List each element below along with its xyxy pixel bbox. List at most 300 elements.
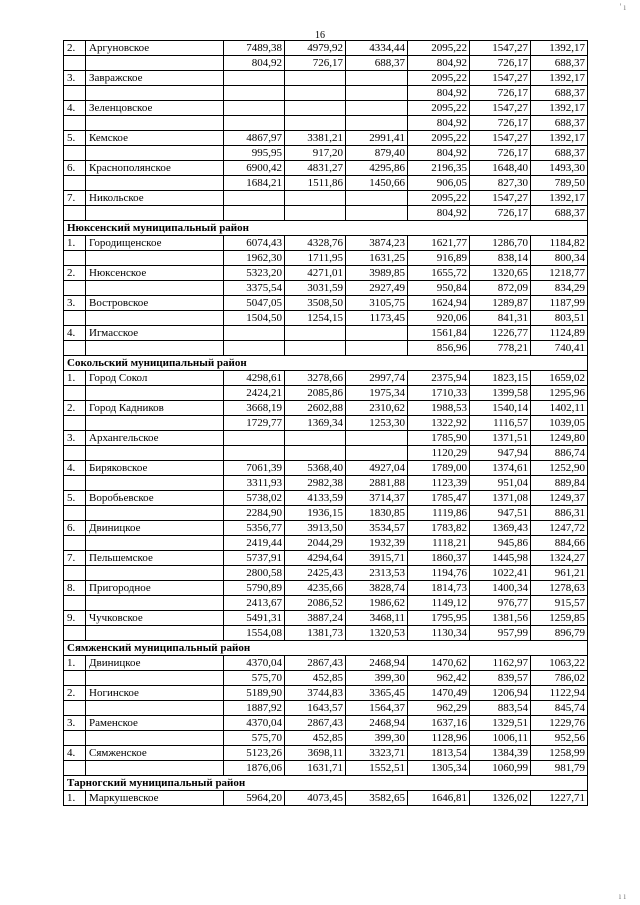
value-cell bbox=[224, 326, 285, 341]
value-cell: 1392,17 bbox=[531, 191, 588, 206]
value-cell bbox=[224, 446, 285, 461]
value-cell: 1564,37 bbox=[346, 701, 408, 716]
row-number: 1. bbox=[64, 791, 86, 806]
value-cell: 1648,40 bbox=[470, 161, 531, 176]
table-row bbox=[64, 251, 588, 266]
value-cell: 1646,81 bbox=[408, 791, 470, 806]
value-cell: 1711,95 bbox=[285, 251, 346, 266]
settlement-name bbox=[86, 476, 224, 491]
value-cell: 1860,37 bbox=[408, 551, 470, 566]
settlement-name bbox=[86, 536, 224, 551]
value-cell: 3323,71 bbox=[346, 746, 408, 761]
value-cell bbox=[224, 206, 285, 221]
settlement-name bbox=[86, 761, 224, 776]
settlement-name bbox=[86, 506, 224, 521]
row-number: 3. bbox=[64, 431, 86, 446]
table-row bbox=[64, 131, 588, 146]
value-cell: 2867,43 bbox=[285, 716, 346, 731]
value-cell: 399,30 bbox=[346, 731, 408, 746]
value-cell: 3698,11 bbox=[285, 746, 346, 761]
settlement-name: Востровское bbox=[86, 296, 224, 311]
row-number bbox=[64, 146, 86, 161]
value-cell: 1876,06 bbox=[224, 761, 285, 776]
value-cell: 2044,29 bbox=[285, 536, 346, 551]
settlement-name bbox=[86, 566, 224, 581]
value-cell: 3913,50 bbox=[285, 521, 346, 536]
settlement-name: Город Сокол bbox=[86, 371, 224, 386]
table-row bbox=[64, 41, 588, 56]
table-row bbox=[64, 551, 588, 566]
value-cell: 5790,89 bbox=[224, 581, 285, 596]
table-row bbox=[64, 431, 588, 446]
value-cell: 3915,71 bbox=[346, 551, 408, 566]
value-cell: 2095,22 bbox=[408, 191, 470, 206]
section-title: Нюксенский муниципальный район bbox=[64, 221, 588, 236]
value-cell: 1540,14 bbox=[470, 401, 531, 416]
value-cell: 2997,74 bbox=[346, 371, 408, 386]
value-cell: 1128,96 bbox=[408, 731, 470, 746]
table-row bbox=[64, 671, 588, 686]
value-cell: 1561,84 bbox=[408, 326, 470, 341]
value-cell bbox=[224, 86, 285, 101]
value-cell bbox=[285, 326, 346, 341]
value-cell: 1631,25 bbox=[346, 251, 408, 266]
value-cell: 1795,95 bbox=[408, 611, 470, 626]
value-cell bbox=[285, 191, 346, 206]
value-cell: 4235,66 bbox=[285, 581, 346, 596]
settlement-name: Сямженское bbox=[86, 746, 224, 761]
table-row bbox=[64, 56, 588, 71]
value-cell: 1116,57 bbox=[470, 416, 531, 431]
value-cell: 884,66 bbox=[531, 536, 588, 551]
row-number: 6. bbox=[64, 161, 86, 176]
value-cell bbox=[346, 326, 408, 341]
settlement-name bbox=[86, 281, 224, 296]
value-cell bbox=[346, 116, 408, 131]
value-cell: 726,17 bbox=[470, 56, 531, 71]
value-cell: 962,29 bbox=[408, 701, 470, 716]
value-cell: 2095,22 bbox=[408, 101, 470, 116]
row-number bbox=[64, 116, 86, 131]
value-cell: 2602,88 bbox=[285, 401, 346, 416]
value-cell: 5189,90 bbox=[224, 686, 285, 701]
value-cell: 726,17 bbox=[470, 146, 531, 161]
settlement-name: Двиницкое bbox=[86, 656, 224, 671]
value-cell: 4867,97 bbox=[224, 131, 285, 146]
value-cell: 1247,72 bbox=[531, 521, 588, 536]
value-cell: 726,17 bbox=[470, 86, 531, 101]
value-cell: 5737,91 bbox=[224, 551, 285, 566]
value-cell: 1975,34 bbox=[346, 386, 408, 401]
value-cell: 2468,94 bbox=[346, 656, 408, 671]
value-cell: 2867,43 bbox=[285, 656, 346, 671]
value-cell: 951,04 bbox=[470, 476, 531, 491]
value-cell: 7061,39 bbox=[224, 461, 285, 476]
value-cell: 1120,29 bbox=[408, 446, 470, 461]
settlement-name bbox=[86, 146, 224, 161]
table-row bbox=[64, 86, 588, 101]
value-cell: 4831,27 bbox=[285, 161, 346, 176]
value-cell: 1631,71 bbox=[285, 761, 346, 776]
value-cell bbox=[224, 431, 285, 446]
value-cell: 7489,38 bbox=[224, 41, 285, 56]
corner-mark-bottom: ı ı bbox=[618, 891, 626, 901]
table-row bbox=[64, 116, 588, 131]
value-cell bbox=[346, 341, 408, 356]
value-cell: 947,94 bbox=[470, 446, 531, 461]
tariff-table bbox=[63, 40, 588, 806]
value-cell: 1493,30 bbox=[531, 161, 588, 176]
value-cell: 845,74 bbox=[531, 701, 588, 716]
value-cell: 804,92 bbox=[224, 56, 285, 71]
value-cell: 3365,45 bbox=[346, 686, 408, 701]
table-row bbox=[64, 341, 588, 356]
row-number bbox=[64, 506, 86, 521]
settlement-name: Кемское bbox=[86, 131, 224, 146]
table-row bbox=[64, 401, 588, 416]
value-cell: 1369,43 bbox=[470, 521, 531, 536]
value-cell: 1278,63 bbox=[531, 581, 588, 596]
value-cell: 786,02 bbox=[531, 671, 588, 686]
table-row bbox=[64, 371, 588, 386]
settlement-name bbox=[86, 56, 224, 71]
table-row bbox=[64, 71, 588, 86]
value-cell: 1229,76 bbox=[531, 716, 588, 731]
value-cell: 2284,90 bbox=[224, 506, 285, 521]
value-cell: 2313,53 bbox=[346, 566, 408, 581]
value-cell: 1554,08 bbox=[224, 626, 285, 641]
row-number bbox=[64, 761, 86, 776]
settlement-name: Маркушевское bbox=[86, 791, 224, 806]
value-cell: 726,17 bbox=[285, 56, 346, 71]
table-row bbox=[64, 611, 588, 626]
value-cell: 804,92 bbox=[408, 116, 470, 131]
value-cell: 1785,90 bbox=[408, 431, 470, 446]
value-cell: 1643,57 bbox=[285, 701, 346, 716]
settlement-name: Городищенское bbox=[86, 236, 224, 251]
value-cell: 1962,30 bbox=[224, 251, 285, 266]
value-cell: 1684,21 bbox=[224, 176, 285, 191]
value-cell: 740,41 bbox=[531, 341, 588, 356]
value-cell: 688,37 bbox=[531, 86, 588, 101]
value-cell: 1184,82 bbox=[531, 236, 588, 251]
value-cell: 1986,62 bbox=[346, 596, 408, 611]
value-cell: 2095,22 bbox=[408, 41, 470, 56]
value-cell: 3031,59 bbox=[285, 281, 346, 296]
value-cell: 1392,17 bbox=[531, 131, 588, 146]
value-cell: 1547,27 bbox=[470, 101, 531, 116]
row-number: 5. bbox=[64, 491, 86, 506]
value-cell: 2086,52 bbox=[285, 596, 346, 611]
value-cell: 906,05 bbox=[408, 176, 470, 191]
corner-mark-top: ' ı bbox=[619, 2, 626, 12]
settlement-name: Завражское bbox=[86, 71, 224, 86]
value-cell: 4295,86 bbox=[346, 161, 408, 176]
table-row bbox=[64, 206, 588, 221]
value-cell: 1254,15 bbox=[285, 311, 346, 326]
value-cell: 952,56 bbox=[531, 731, 588, 746]
value-cell: 1320,65 bbox=[470, 266, 531, 281]
value-cell: 1258,99 bbox=[531, 746, 588, 761]
value-cell: 1369,34 bbox=[285, 416, 346, 431]
value-cell: 1932,39 bbox=[346, 536, 408, 551]
value-cell: 1445,98 bbox=[470, 551, 531, 566]
settlement-name bbox=[86, 311, 224, 326]
value-cell: 1547,27 bbox=[470, 41, 531, 56]
table-row bbox=[64, 686, 588, 701]
value-cell: 1823,15 bbox=[470, 371, 531, 386]
value-cell: 1637,16 bbox=[408, 716, 470, 731]
value-cell: 688,37 bbox=[531, 146, 588, 161]
table-row bbox=[64, 326, 588, 341]
value-cell: 3381,21 bbox=[285, 131, 346, 146]
table-row bbox=[64, 521, 588, 536]
value-cell: 3668,19 bbox=[224, 401, 285, 416]
value-cell: 688,37 bbox=[346, 56, 408, 71]
table-row bbox=[64, 581, 588, 596]
table-row bbox=[64, 311, 588, 326]
value-cell: 688,37 bbox=[531, 116, 588, 131]
row-number: 3. bbox=[64, 71, 86, 86]
value-cell: 1206,94 bbox=[470, 686, 531, 701]
value-cell: 1324,27 bbox=[531, 551, 588, 566]
value-cell: 726,17 bbox=[470, 116, 531, 131]
value-cell: 957,99 bbox=[470, 626, 531, 641]
value-cell: 1392,17 bbox=[531, 41, 588, 56]
value-cell: 1470,62 bbox=[408, 656, 470, 671]
row-number: 1. bbox=[64, 656, 86, 671]
value-cell: 1289,87 bbox=[470, 296, 531, 311]
value-cell: 883,54 bbox=[470, 701, 531, 716]
table-row bbox=[64, 446, 588, 461]
value-cell: 4328,76 bbox=[285, 236, 346, 251]
value-cell bbox=[224, 116, 285, 131]
value-cell: 726,17 bbox=[470, 206, 531, 221]
value-cell: 5491,31 bbox=[224, 611, 285, 626]
settlement-name bbox=[86, 251, 224, 266]
row-number bbox=[64, 311, 86, 326]
row-number bbox=[64, 386, 86, 401]
value-cell: 827,30 bbox=[470, 176, 531, 191]
settlement-name bbox=[86, 731, 224, 746]
value-cell: 804,92 bbox=[408, 206, 470, 221]
settlement-name bbox=[86, 701, 224, 716]
value-cell: 1402,11 bbox=[531, 401, 588, 416]
value-cell: 1392,17 bbox=[531, 101, 588, 116]
value-cell: 2085,86 bbox=[285, 386, 346, 401]
value-cell: 1249,80 bbox=[531, 431, 588, 446]
settlement-name: Никольское bbox=[86, 191, 224, 206]
value-cell: 1122,94 bbox=[531, 686, 588, 701]
table-row bbox=[64, 386, 588, 401]
section-title: Тарногский муниципальный район bbox=[64, 776, 588, 791]
value-cell: 399,30 bbox=[346, 671, 408, 686]
value-cell: 4133,59 bbox=[285, 491, 346, 506]
row-number: 9. bbox=[64, 611, 86, 626]
value-cell: 575,70 bbox=[224, 731, 285, 746]
settlement-name: Ногинское bbox=[86, 686, 224, 701]
settlement-name: Двиницкое bbox=[86, 521, 224, 536]
settlement-name: Пригородное bbox=[86, 581, 224, 596]
value-cell: 688,37 bbox=[531, 56, 588, 71]
table-row bbox=[64, 191, 588, 206]
value-cell: 889,84 bbox=[531, 476, 588, 491]
value-cell: 3375,54 bbox=[224, 281, 285, 296]
value-cell: 3311,93 bbox=[224, 476, 285, 491]
value-cell: 1326,02 bbox=[470, 791, 531, 806]
row-number bbox=[64, 596, 86, 611]
value-cell: 5323,20 bbox=[224, 266, 285, 281]
value-cell: 976,77 bbox=[470, 596, 531, 611]
value-cell: 5738,02 bbox=[224, 491, 285, 506]
row-number bbox=[64, 566, 86, 581]
settlement-name bbox=[86, 446, 224, 461]
settlement-name: Пельшемское bbox=[86, 551, 224, 566]
value-cell: 917,20 bbox=[285, 146, 346, 161]
value-cell: 945,86 bbox=[470, 536, 531, 551]
value-cell: 886,74 bbox=[531, 446, 588, 461]
value-cell: 1006,11 bbox=[470, 731, 531, 746]
value-cell: 1118,21 bbox=[408, 536, 470, 551]
value-cell: 1173,45 bbox=[346, 311, 408, 326]
row-number bbox=[64, 626, 86, 641]
value-cell: 688,37 bbox=[531, 206, 588, 221]
value-cell: 1022,41 bbox=[470, 566, 531, 581]
value-cell: 1621,77 bbox=[408, 236, 470, 251]
value-cell bbox=[285, 71, 346, 86]
settlement-name: Зеленцовское bbox=[86, 101, 224, 116]
value-cell: 803,51 bbox=[531, 311, 588, 326]
value-cell: 1124,89 bbox=[531, 326, 588, 341]
value-cell bbox=[285, 206, 346, 221]
row-number bbox=[64, 446, 86, 461]
value-cell bbox=[285, 341, 346, 356]
value-cell: 1384,39 bbox=[470, 746, 531, 761]
settlement-name: Игмасское bbox=[86, 326, 224, 341]
value-cell: 1814,73 bbox=[408, 581, 470, 596]
row-number: 3. bbox=[64, 716, 86, 731]
value-cell: 2800,58 bbox=[224, 566, 285, 581]
value-cell: 1887,92 bbox=[224, 701, 285, 716]
page-number: 16 bbox=[315, 30, 325, 41]
settlement-name: Аргуновское bbox=[86, 41, 224, 56]
value-cell: 1253,30 bbox=[346, 416, 408, 431]
row-number bbox=[64, 731, 86, 746]
value-cell: 1399,58 bbox=[470, 386, 531, 401]
row-number bbox=[64, 701, 86, 716]
value-cell: 2196,35 bbox=[408, 161, 470, 176]
table-row bbox=[64, 476, 588, 491]
value-cell: 4271,01 bbox=[285, 266, 346, 281]
table-row bbox=[64, 701, 588, 716]
section-header-row bbox=[64, 776, 588, 791]
value-cell: 1624,94 bbox=[408, 296, 470, 311]
table-row bbox=[64, 626, 588, 641]
value-cell: 6900,42 bbox=[224, 161, 285, 176]
value-cell: 1813,54 bbox=[408, 746, 470, 761]
row-number bbox=[64, 56, 86, 71]
value-cell bbox=[346, 446, 408, 461]
value-cell: 879,40 bbox=[346, 146, 408, 161]
settlement-name: Город Кадников bbox=[86, 401, 224, 416]
value-cell: 2982,38 bbox=[285, 476, 346, 491]
table-row bbox=[64, 161, 588, 176]
value-cell: 1252,90 bbox=[531, 461, 588, 476]
value-cell: 1227,71 bbox=[531, 791, 588, 806]
value-cell: 1936,15 bbox=[285, 506, 346, 521]
value-cell: 4370,04 bbox=[224, 656, 285, 671]
value-cell: 981,79 bbox=[531, 761, 588, 776]
table-row bbox=[64, 491, 588, 506]
value-cell: 1400,34 bbox=[470, 581, 531, 596]
value-cell: 1162,97 bbox=[470, 656, 531, 671]
table-row bbox=[64, 281, 588, 296]
settlement-name: Чучковское bbox=[86, 611, 224, 626]
table-row bbox=[64, 101, 588, 116]
value-cell bbox=[224, 101, 285, 116]
value-cell: 1547,27 bbox=[470, 71, 531, 86]
value-cell: 1552,51 bbox=[346, 761, 408, 776]
value-cell: 995,95 bbox=[224, 146, 285, 161]
value-cell: 2095,22 bbox=[408, 131, 470, 146]
value-cell: 3508,50 bbox=[285, 296, 346, 311]
value-cell: 1450,66 bbox=[346, 176, 408, 191]
row-number: 4. bbox=[64, 461, 86, 476]
settlement-name: Краснополянское bbox=[86, 161, 224, 176]
value-cell: 896,79 bbox=[531, 626, 588, 641]
value-cell: 1039,05 bbox=[531, 416, 588, 431]
settlement-name bbox=[86, 176, 224, 191]
value-cell: 920,06 bbox=[408, 311, 470, 326]
value-cell: 1988,53 bbox=[408, 401, 470, 416]
value-cell: 1371,51 bbox=[470, 431, 531, 446]
value-cell: 1374,61 bbox=[470, 461, 531, 476]
value-cell: 804,92 bbox=[408, 56, 470, 71]
settlement-name bbox=[86, 416, 224, 431]
value-cell: 886,31 bbox=[531, 506, 588, 521]
row-number: 2. bbox=[64, 266, 86, 281]
row-number: 2. bbox=[64, 401, 86, 416]
value-cell: 839,57 bbox=[470, 671, 531, 686]
value-cell: 4927,04 bbox=[346, 461, 408, 476]
value-cell: 1729,77 bbox=[224, 416, 285, 431]
value-cell bbox=[346, 71, 408, 86]
value-cell: 950,84 bbox=[408, 281, 470, 296]
settlement-name: Нюксенское bbox=[86, 266, 224, 281]
table-row bbox=[64, 236, 588, 251]
value-cell: 1547,27 bbox=[470, 191, 531, 206]
settlement-name bbox=[86, 626, 224, 641]
value-cell bbox=[346, 431, 408, 446]
settlement-name: Раменское bbox=[86, 716, 224, 731]
value-cell: 5356,77 bbox=[224, 521, 285, 536]
value-cell: 3874,23 bbox=[346, 236, 408, 251]
row-number: 2. bbox=[64, 686, 86, 701]
row-number bbox=[64, 476, 86, 491]
value-cell bbox=[224, 71, 285, 86]
table-row bbox=[64, 461, 588, 476]
value-cell: 2425,43 bbox=[285, 566, 346, 581]
value-cell: 2375,94 bbox=[408, 371, 470, 386]
value-cell: 3887,24 bbox=[285, 611, 346, 626]
value-cell: 5047,05 bbox=[224, 296, 285, 311]
row-number: 3. bbox=[64, 296, 86, 311]
value-cell: 1218,77 bbox=[531, 266, 588, 281]
value-cell bbox=[346, 191, 408, 206]
value-cell: 1060,99 bbox=[470, 761, 531, 776]
settlement-name: Архангельское bbox=[86, 431, 224, 446]
table-row bbox=[64, 761, 588, 776]
